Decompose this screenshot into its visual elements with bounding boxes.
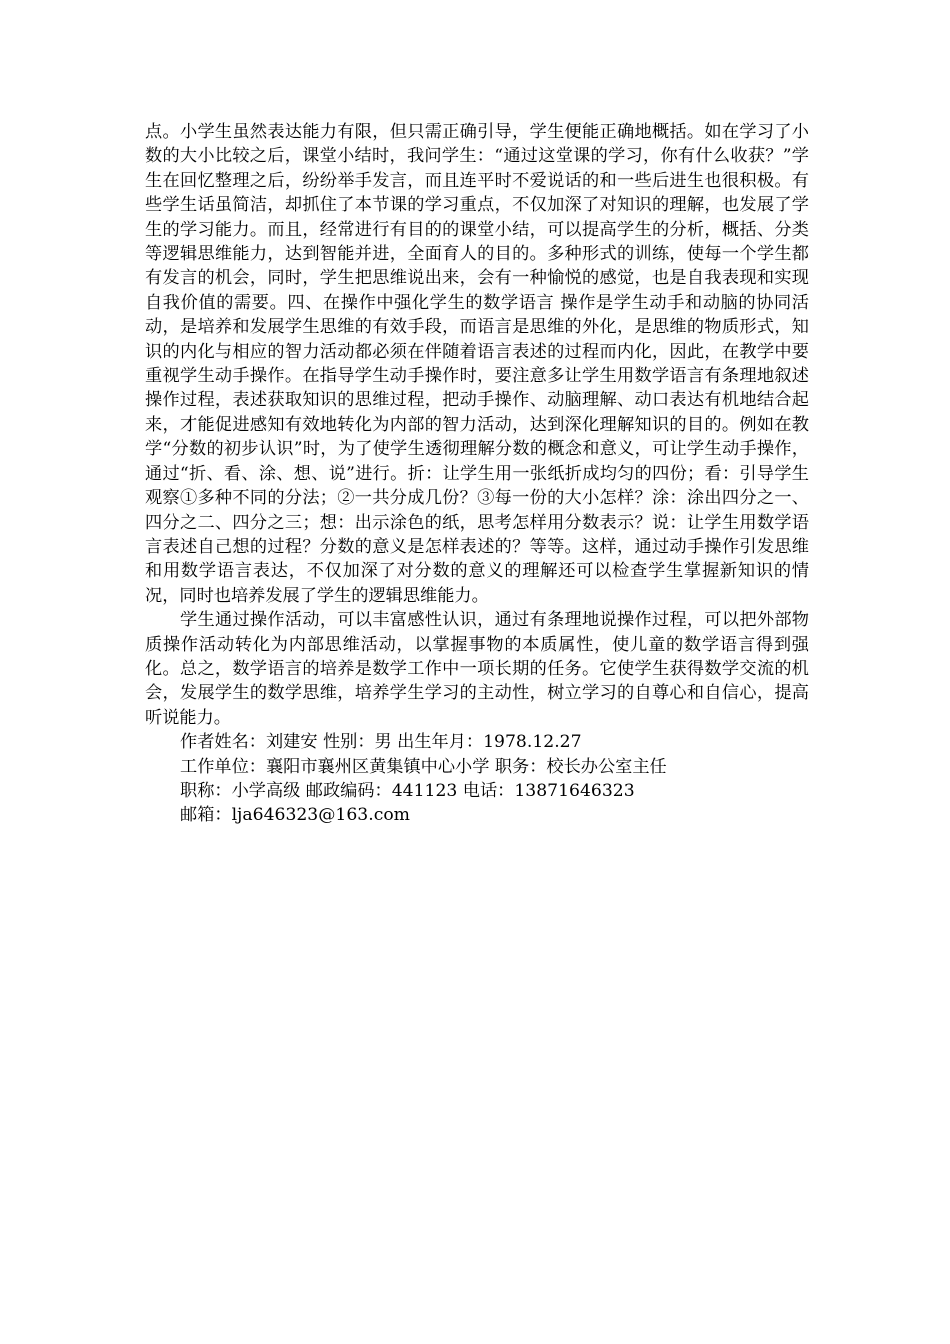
author-info-block	[145, 730, 809, 828]
author-email-line: 邮箱：lja646323@163.com	[180, 805, 410, 826]
document-page	[145, 120, 809, 828]
author-title-line: 职称：小学高级 邮政编码：441123 电话：13871646323	[180, 780, 635, 801]
body-paragraph-1: 点。小学生虽然表达能力有限，但只需正确引导，学生便能正确地概括。如在学习了小数的大小比较之后，课堂小结时，我问学生：“通过这堂课的学习，你有什么收获？”学生在回忆整理之后，纷纷举手发言，而且连平时不爱说话的和一些后进生也很积极。有些学生话虽简洁，却抓住了本节课的学习重点，不仅加深了对知识的理解，也发展了学生的学习能力。而且，经常进行有目的的课堂小结，可以提高学生的分析，概括、分类等逻辑思维能力，达到智能并进，全面育人的目的。多种形式的训练，使每一个学生都有发言的机会，同时，学生把思维说出来，会有一种愉悦的感觉，也是自我表现和实现自我价值的需要。四、在操作中强化学生的数学语言 操作是学生动手和动脑的协同活动，是培养和发展学生思维的有效手段，而语言是思维的外化，是思维的物质形式，知识的内化与相应的智力活动都必须在伴随着语言表述的过程而内化，因此，在教学中要重视学生动手操作。在指导学生动手操作时，要注意多让学生用数学语言有条理地叙述操作过程，表述获取知识的思维过程，把动手操作、动脑理解、动口表达有机地结合起来，才能促进感知有效地转化为内部的智力活动，达到深化理解知识的目的。例如在教学“分数的初步认识”时，为了使学生透彻理解分数的概念和意义，可让学生动手操作，通过“折、看、涂、想、说”进行。折：让学生用一张纸折成均匀的四份；看：引导学生观察①多种不同的分法；②一共分成几份？③每一份的大小怎样？涂：涂出四分之一、四分之二、四分之三；想：出示涂色的纸，思考怎样用分数表示？说：让学生用数学语言表述自己想的过程？分数的意义是怎样表述的？等等。这样，通过动手操作引发思维和用数学语言表达，不仅加深了对分数的意义的理解还可以检查学生掌握新知识的情况，同时也培养发展了学生的逻辑思维能力。	[145, 122, 809, 606]
body-paragraph-2: 学生通过操作活动，可以丰富感性认识，通过有条理地说操作过程，可以把外部物质操作活动转化为内部思维活动，以掌握事物的本质属性，使儿童的数学语言得到强化。总之，数学语言的培养是数学工作中一项长期的任务。它使学生获得数学交流的机会，发展学生的数学思维，培养学生学习的主动性，树立学习的自尊心和自信心，提高听说能力。	[145, 610, 809, 728]
author-name-line: 作者姓名：刘建安 性别：男 出生年月：1978.12.27	[180, 732, 582, 753]
author-workplace-line: 工作单位：襄阳市襄州区黄集镇中心小学 职务：校长办公室主任	[180, 756, 667, 777]
